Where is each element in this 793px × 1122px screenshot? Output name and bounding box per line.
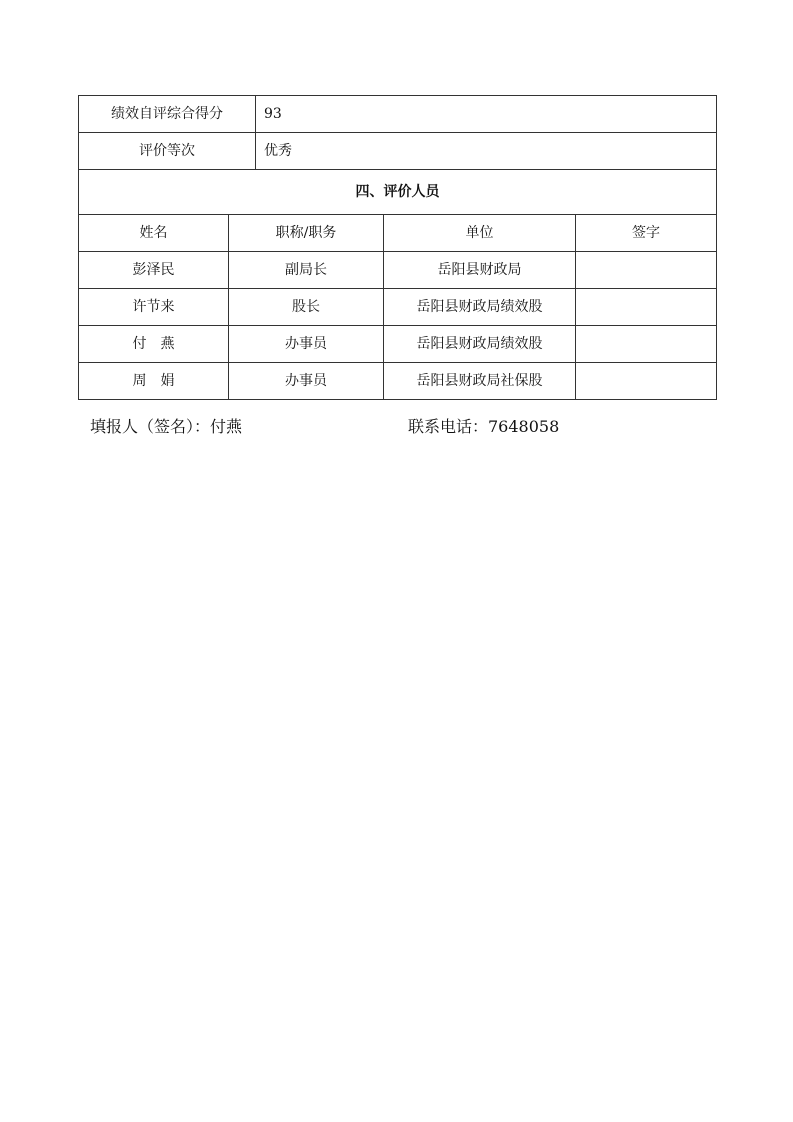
column-header-unit: 单位 bbox=[384, 215, 576, 252]
person-signature[interactable] bbox=[576, 326, 717, 363]
person-unit: 岳阳县财政局绩效股 bbox=[384, 289, 576, 326]
column-header-signature: 签字 bbox=[576, 215, 717, 252]
evaluation-table bbox=[78, 95, 717, 400]
table-row bbox=[79, 363, 717, 400]
table-row bbox=[79, 326, 717, 363]
person-name: 彭泽民 bbox=[79, 252, 229, 289]
contact-phone: 联系电话：7648058 bbox=[408, 417, 560, 436]
person-unit: 岳阳县财政局社保股 bbox=[384, 363, 576, 400]
evaluation-sheet bbox=[78, 95, 716, 400]
grade-label: 评价等次 bbox=[79, 133, 256, 170]
person-title: 股长 bbox=[229, 289, 384, 326]
section-row bbox=[79, 170, 717, 215]
grade-row bbox=[79, 133, 717, 170]
filler-signature: 填报人（签名）：付燕 bbox=[90, 417, 243, 436]
person-signature[interactable] bbox=[576, 289, 717, 326]
header-row bbox=[79, 215, 717, 252]
person-name: 周 娟 bbox=[79, 363, 229, 400]
column-header-title: 职称/职务 bbox=[229, 215, 384, 252]
score-label: 绩效自评综合得分 bbox=[79, 96, 256, 133]
person-name: 付 燕 bbox=[79, 326, 229, 363]
score-value: 93 bbox=[256, 96, 717, 133]
column-header-name: 姓名 bbox=[79, 215, 229, 252]
person-title: 副局长 bbox=[229, 252, 384, 289]
table-row bbox=[79, 252, 717, 289]
person-title: 办事员 bbox=[229, 326, 384, 363]
table-row bbox=[79, 289, 717, 326]
person-unit: 岳阳县财政局绩效股 bbox=[384, 326, 576, 363]
person-title: 办事员 bbox=[229, 363, 384, 400]
grade-value: 优秀 bbox=[256, 133, 717, 170]
person-signature[interactable] bbox=[576, 252, 717, 289]
person-name: 许节来 bbox=[79, 289, 229, 326]
person-signature[interactable] bbox=[576, 363, 717, 400]
person-unit: 岳阳县财政局 bbox=[384, 252, 576, 289]
section-title: 四、评价人员 bbox=[79, 170, 717, 215]
score-row bbox=[79, 96, 717, 133]
